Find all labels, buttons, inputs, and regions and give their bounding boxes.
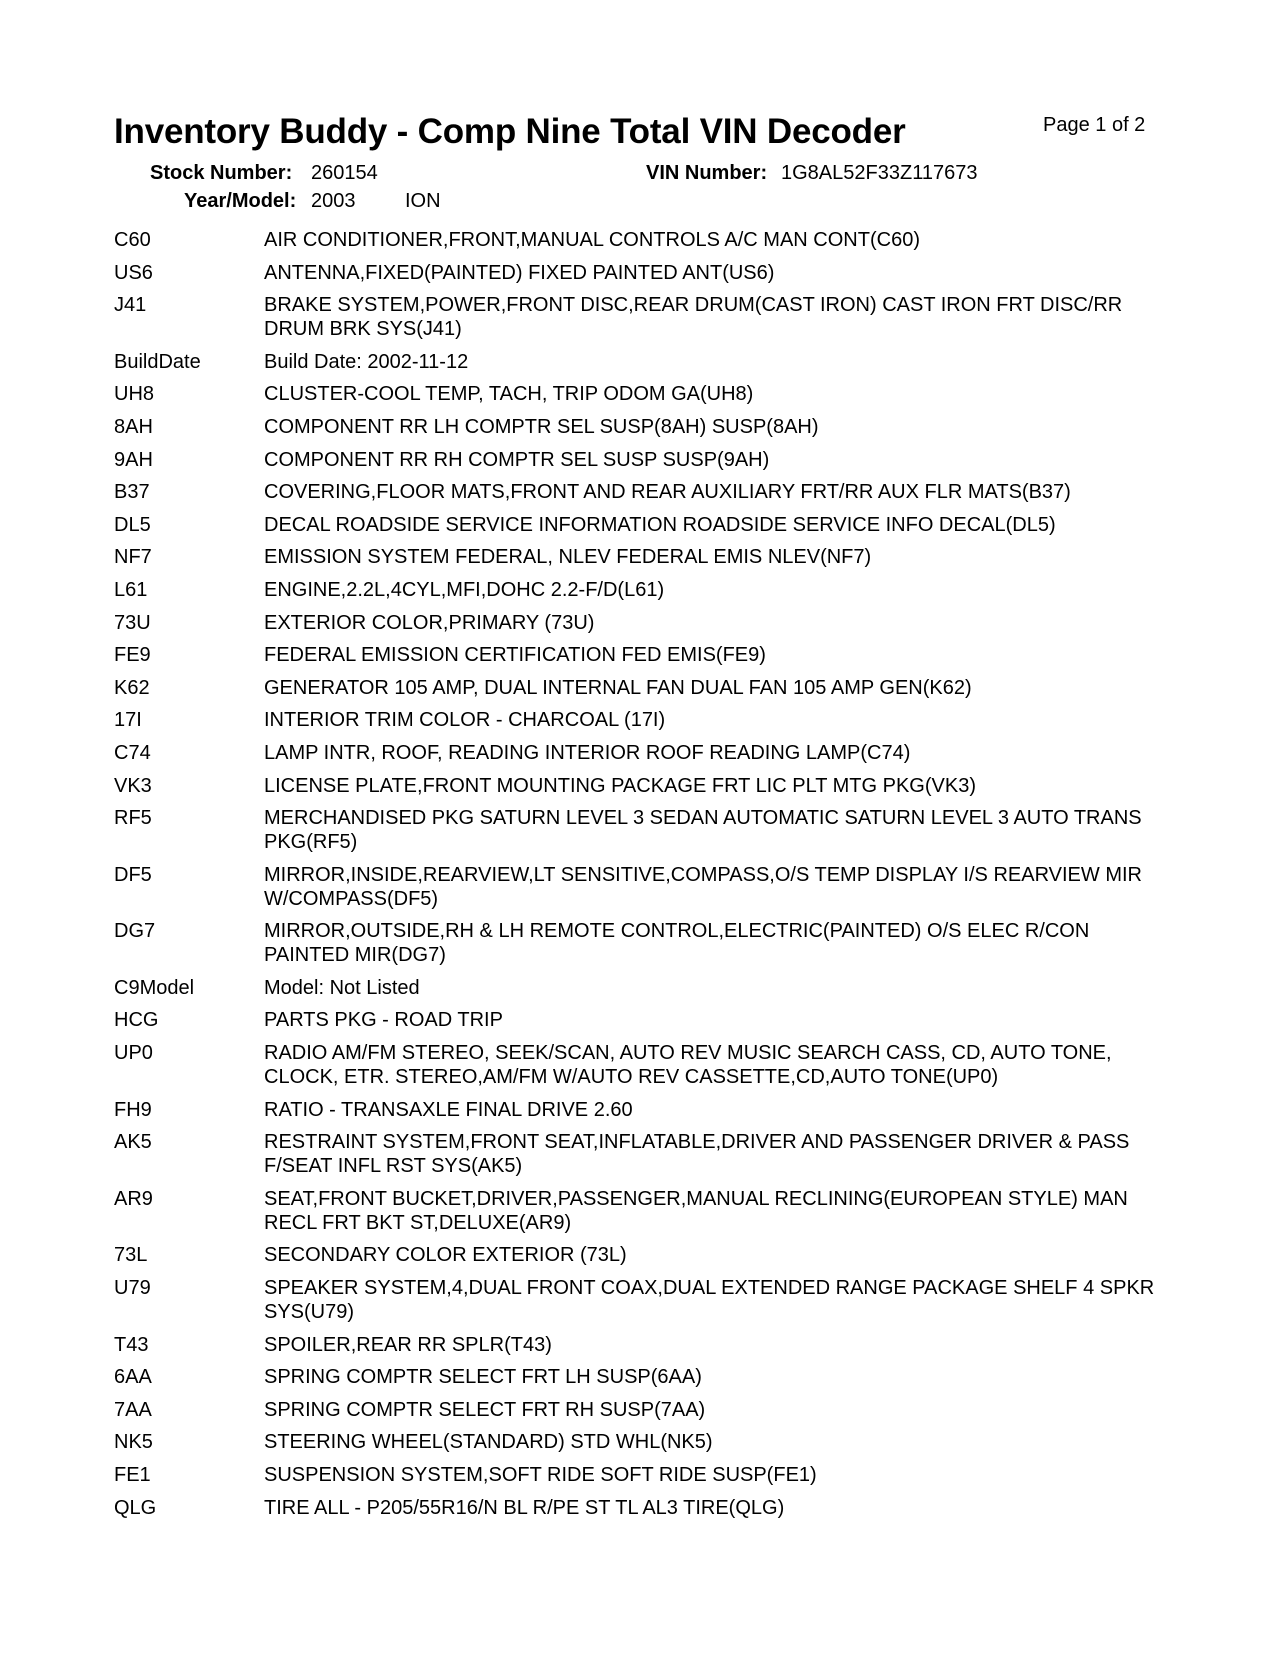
option-code: K62 <box>114 676 150 699</box>
option-row <box>114 480 1174 504</box>
page-indicator: Page 1 of 2 <box>1043 114 1146 136</box>
option-description: INTERIOR TRIM COLOR - CHARCOAL (17I) <box>264 709 666 732</box>
option-code: C9Model <box>114 976 195 999</box>
option-code: 73L <box>114 1244 148 1267</box>
option-description: MIRROR,INSIDE,REARVIEW,LT SENSITIVE,COMPASS,O/S TEMP DISPLAY I/S REARVIEW MIR W/COMPASS(DF5) <box>264 863 1142 910</box>
vin-number-value: 1G8AL52F33Z117673 <box>781 162 978 184</box>
option-code: DG7 <box>114 920 156 943</box>
option-row <box>114 350 1174 374</box>
option-description: SPRING COMPTR SELECT FRT LH SUSP(6AA) <box>264 1366 702 1389</box>
option-description: CLUSTER-COOL TEMP, TACH, TRIP ODOM GA(UH8) <box>264 383 754 406</box>
option-row <box>114 919 1174 967</box>
option-row <box>114 545 1174 569</box>
option-code: AK5 <box>114 1131 152 1154</box>
option-description: RATIO - TRANSAXLE FINAL DRIVE 2.60 <box>264 1098 633 1121</box>
option-description: SPOILER,REAR RR SPLR(T43) <box>264 1333 552 1356</box>
option-code-list <box>114 228 1174 1528</box>
option-code: HCG <box>114 1009 159 1032</box>
option-row <box>114 676 1174 700</box>
option-code: US6 <box>114 261 153 284</box>
option-description: COMPONENT RR LH COMPTR SEL SUSP(8AH) SUSP(8AH) <box>264 415 819 438</box>
option-description: RESTRAINT SYSTEM,FRONT SEAT,INFLATABLE,DRIVER AND PASSENGER DRIVER & PASS F/SEAT INFL RST SYS(AK5) <box>264 1131 1130 1178</box>
option-code: 6AA <box>114 1366 152 1389</box>
option-row <box>114 741 1174 765</box>
option-code: QLG <box>114 1496 157 1519</box>
option-code: 8AH <box>114 415 153 438</box>
model-value: ION <box>405 190 441 212</box>
option-description: DECAL ROADSIDE SERVICE INFORMATION ROADSIDE SERVICE INFO DECAL(DL5) <box>264 513 1056 536</box>
option-description: LAMP INTR, ROOF, READING INTERIOR ROOF READING LAMP(C74) <box>264 741 911 764</box>
option-description: LICENSE PLATE,FRONT MOUNTING PACKAGE FRT LIC PLT MTG PKG(VK3) <box>264 774 976 797</box>
option-description: BRAKE SYSTEM,POWER,FRONT DISC,REAR DRUM(CAST IRON) CAST IRON FRT DISC/RR DRUM BRK SYS(J41) <box>264 294 1123 341</box>
option-row <box>114 806 1174 854</box>
option-row <box>114 1041 1174 1089</box>
option-row <box>114 643 1174 667</box>
option-code: NF7 <box>114 546 152 569</box>
option-description: SEAT,FRONT BUCKET,DRIVER,PASSENGER,MANUAL RECLINING(EUROPEAN STYLE) MAN RECL FRT BKT ST,DELUXE(AR9) <box>264 1187 1128 1234</box>
option-description: ENGINE,2.2L,4CYL,MFI,DOHC 2.2-F/D(L61) <box>264 578 665 601</box>
option-row <box>114 976 1174 1000</box>
option-code: U79 <box>114 1277 151 1300</box>
option-code: FE1 <box>114 1464 151 1486</box>
option-description: SUSPENSION SYSTEM,SOFT RIDE SOFT RIDE SUSP(FE1) <box>264 1464 817 1486</box>
vin-number-label: VIN Number: <box>646 162 768 184</box>
option-code: T43 <box>114 1333 149 1356</box>
option-row <box>114 382 1174 406</box>
option-description: SPEAKER SYSTEM,4,DUAL FRONT COAX,DUAL EXTENDED RANGE PACKAGE SHELF 4 SPKR SYS(U79) <box>264 1277 1155 1324</box>
option-description: Build Date: 2002-11-12 <box>264 350 469 373</box>
option-code: DF5 <box>114 863 152 886</box>
option-description: TIRE ALL - P205/55R16/N BL R/PE ST TL AL3 TIRE(QLG) <box>264 1496 785 1519</box>
option-description: Model: Not Listed <box>264 976 420 999</box>
option-description: ANTENNA,FIXED(PAINTED) FIXED PAINTED ANT(US6) <box>264 261 775 284</box>
option-row <box>114 1130 1174 1178</box>
stock-number-label: Stock Number: <box>150 162 293 184</box>
option-row <box>114 1243 1174 1267</box>
option-row <box>114 1008 1174 1032</box>
option-row <box>114 1187 1174 1235</box>
option-code: L61 <box>114 578 148 601</box>
option-code: 73U <box>114 611 151 634</box>
option-code: NK5 <box>114 1431 153 1454</box>
option-code: VK3 <box>114 774 152 797</box>
option-description: FEDERAL EMISSION CERTIFICATION FED EMIS(FE9) <box>264 644 766 667</box>
option-code: 9AH <box>114 448 153 471</box>
option-code: UP0 <box>114 1042 153 1065</box>
option-code: J41 <box>114 294 147 317</box>
option-row <box>114 1496 1174 1520</box>
option-code: C74 <box>114 741 151 764</box>
document-title: Inventory Buddy - Comp Nine Total VIN Decoder <box>114 112 906 151</box>
option-row <box>114 228 1174 252</box>
option-row <box>114 1430 1174 1454</box>
option-code: B37 <box>114 481 150 504</box>
option-description: PARTS PKG - ROAD TRIP <box>264 1009 503 1032</box>
option-row <box>114 863 1174 911</box>
option-description: GENERATOR 105 AMP, DUAL INTERNAL FAN DUAL FAN 105 AMP GEN(K62) <box>264 676 972 699</box>
option-row <box>114 513 1174 537</box>
option-description: EXTERIOR COLOR,PRIMARY (73U) <box>264 611 595 634</box>
option-row <box>114 448 1174 472</box>
option-description: COVERING,FLOOR MATS,FRONT AND REAR AUXILIARY FRT/RR AUX FLR MATS(B37) <box>264 481 1071 504</box>
option-description: RADIO AM/FM STEREO, SEEK/SCAN, AUTO REV MUSIC SEARCH CASS, CD, AUTO TONE, CLOCK, ETR. STEREO,AM/FM W/AUTO REV CASSETTE,CD,AUTO TONE(UP0) <box>264 1042 1112 1089</box>
stock-number-value: 260154 <box>311 162 378 184</box>
option-row <box>114 1398 1174 1422</box>
option-description: SPRING COMPTR SELECT FRT RH SUSP(7AA) <box>264 1398 706 1421</box>
option-description: AIR CONDITIONER,FRONT,MANUAL CONTROLS A/C MAN CONT(C60) <box>264 229 920 251</box>
option-code: RF5 <box>114 807 152 830</box>
option-code: 7AA <box>114 1398 152 1421</box>
option-description: STEERING WHEEL(STANDARD) STD WHL(NK5) <box>264 1431 713 1454</box>
option-row <box>114 1365 1174 1389</box>
option-row <box>114 1463 1174 1487</box>
option-code: C60 <box>114 229 151 251</box>
option-code: DL5 <box>114 513 151 536</box>
option-description: SECONDARY COLOR EXTERIOR (73L) <box>264 1244 627 1267</box>
option-code: AR9 <box>114 1187 153 1210</box>
option-row <box>114 1276 1174 1324</box>
option-row <box>114 261 1174 285</box>
option-row <box>114 1333 1174 1357</box>
option-code: FE9 <box>114 644 151 667</box>
option-row <box>114 611 1174 635</box>
year-value: 2003 <box>311 190 356 212</box>
option-row <box>114 708 1174 732</box>
option-row <box>114 578 1174 602</box>
option-code: UH8 <box>114 383 155 406</box>
option-row <box>114 1098 1174 1122</box>
option-code: FH9 <box>114 1098 152 1121</box>
option-code: 17I <box>114 709 142 732</box>
option-description: EMISSION SYSTEM FEDERAL, NLEV FEDERAL EMIS NLEV(NF7) <box>264 546 872 569</box>
option-row <box>114 774 1174 798</box>
option-row <box>114 293 1174 341</box>
option-description: MIRROR,OUTSIDE,RH & LH REMOTE CONTROL,ELECTRIC(PAINTED) O/S ELEC R/CON PAINTED MIR(DG7) <box>264 920 1090 967</box>
option-description: COMPONENT RR RH COMPTR SEL SUSP SUSP(9AH) <box>264 448 770 471</box>
year-model-label: Year/Model: <box>184 190 297 212</box>
option-row <box>114 415 1174 439</box>
option-code: BuildDate <box>114 350 201 373</box>
option-description: MERCHANDISED PKG SATURN LEVEL 3 SEDAN AUTOMATIC SATURN LEVEL 3 AUTO TRANS PKG(RF5) <box>264 807 1142 854</box>
